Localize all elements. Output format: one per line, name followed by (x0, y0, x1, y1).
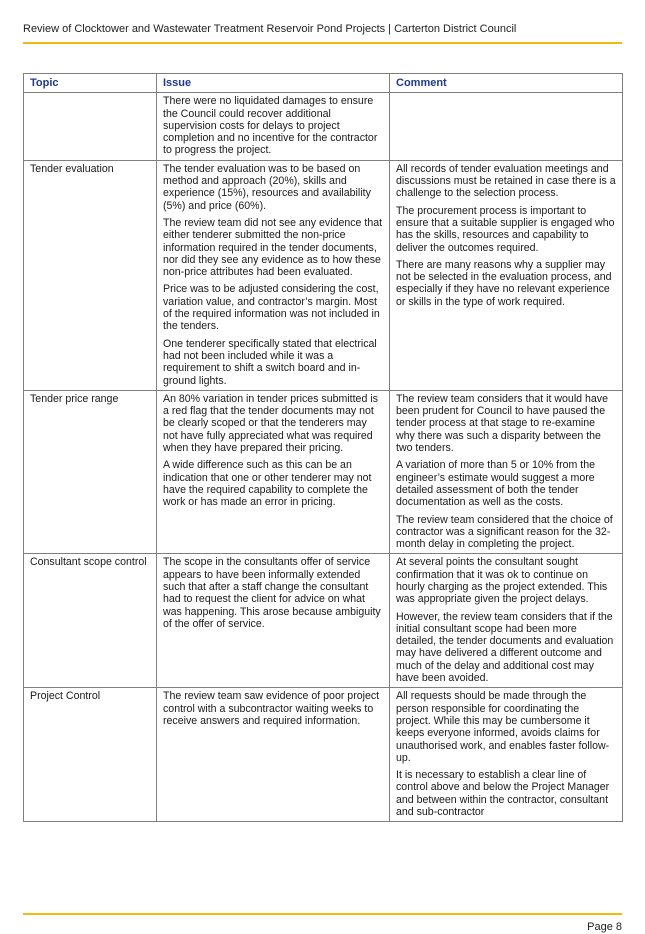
footer-divider (23, 913, 622, 915)
column-header-topic: Topic (24, 74, 157, 93)
comment-cell (390, 688, 623, 822)
issue-paragraph: An 80% variation in tender prices submitted is a red flag that the tender documents may not be clearly scoped or that the tenderers may not have fully appreciated what was required when they have prepared their pricing. (163, 392, 378, 455)
page-number: Page 8 (587, 921, 622, 933)
comment-paragraph: The review team considered that the choice of contractor was a significant reason for the 32-month delay in completing the project. (396, 513, 613, 551)
comment-paragraph: The procurement process is important to ensure that a suitable supplier is engaged who has the skills, resources and capability to deliver the outcomes required. (396, 204, 615, 254)
comment-cell (390, 390, 623, 554)
document-header-title: Review of Clocktower and Wastewater Treatment Reservoir Pond Projects | Carterton District Council (23, 23, 517, 35)
table-row (24, 390, 623, 554)
table-row (24, 160, 623, 390)
issue-paragraph: One tenderer specifically stated that electrical had not been included while it was a requirement to shift a switch board and in-ground lights. (163, 337, 377, 387)
comment-paragraph: However, the review team considers that if the initial consultant scope had been more detailed, the tender documents and evaluation may have delivered a different outcome and much of the delay and additional cost may have been avoided. (396, 610, 614, 685)
issue-paragraph: The review team did not see any evidence that either tenderer submitted the non-price information required in the tender documents, nor did they see any evidence as to how these non-price attributes had been evaluated. (163, 216, 383, 279)
issue-cell (157, 93, 390, 160)
table-row (24, 554, 623, 688)
comment-paragraph: The review team considers that it would have been prudent for Council to have paused the tender process at that stage to re-examine why there was such a disparity between the two tenders. (396, 392, 608, 455)
comment-paragraph: All records of tender evaluation meetings and discussions must be retained in case there is a challenge to the selection process. (396, 162, 616, 200)
comment-cell (390, 93, 623, 160)
column-header-issue: Issue (157, 74, 390, 93)
issue-cell (157, 688, 390, 822)
comment-paragraph: All requests should be made through the person responsible for coordinating the project. While this may be cumbersome it keeps everyone informed, avoids claims for unauthorised work, and enables faster follow-up. (396, 690, 610, 764)
table-row (24, 688, 623, 822)
issue-cell (157, 160, 390, 390)
issue-paragraph: There were no liquidated damages to ensure the Council could recover additional supervision costs for delays to project completion and no incentive for the contractor to progress the project. (163, 95, 378, 157)
issue-cell (157, 390, 390, 554)
issue-paragraph: The scope in the consultants offer of service appears to have been informally extended such that after a staff change the consultant had to request the client for advice on what was happening. This arose because ambiguity of the offer of service. (163, 556, 381, 630)
review-table (23, 73, 623, 822)
header-divider (23, 42, 622, 44)
column-header-comment: Comment (390, 74, 623, 93)
comment-paragraph: At several points the consultant sought confirmation that it was ok to continue on hourly charging as the project extended. This was appropriate given the project delays. (396, 556, 608, 606)
issue-paragraph: Price was to be adjusted considering the cost, variation value, and contractor’s margin. Most of the required information was not included in the tenders. (163, 283, 380, 333)
comment-paragraph: It is necessary to establish a clear line of control above and below the Project Manager and between within the contractor, consultant and sub-contractor (396, 769, 610, 819)
table-header-row (24, 74, 623, 93)
table-row (24, 93, 623, 160)
topic-cell: Consultant scope control (24, 554, 157, 688)
comment-cell (390, 160, 623, 390)
topic-cell (24, 93, 157, 160)
comment-paragraph: A variation of more than 5 or 10% from the engineer’s estimate would suggest a more detailed assessment of both the tender documentation as well as the costs. (396, 459, 596, 509)
topic-cell: Tender price range (24, 390, 157, 554)
comment-paragraph: There are many reasons why a supplier may not be selected in the evaluation process, and especially if they have no relevant experience or skills in the type of work required. (396, 258, 612, 308)
topic-cell: Tender evaluation (24, 160, 157, 390)
topic-cell: Project Control (24, 688, 157, 822)
comment-cell (390, 554, 623, 688)
issue-cell (157, 554, 390, 688)
issue-paragraph: A wide difference such as this can be an indication that one or other tenderer may not have the required capability to complete the work or has made an error in pricing. (163, 459, 372, 509)
issue-paragraph: The tender evaluation was to be based on method and approach (20%), skills and experience (15%), resources and availability (5%) and price (60%). (163, 162, 371, 212)
issue-paragraph: The review team saw evidence of poor project control with a subcontractor waiting weeks to receive answers and required information. (163, 690, 380, 727)
